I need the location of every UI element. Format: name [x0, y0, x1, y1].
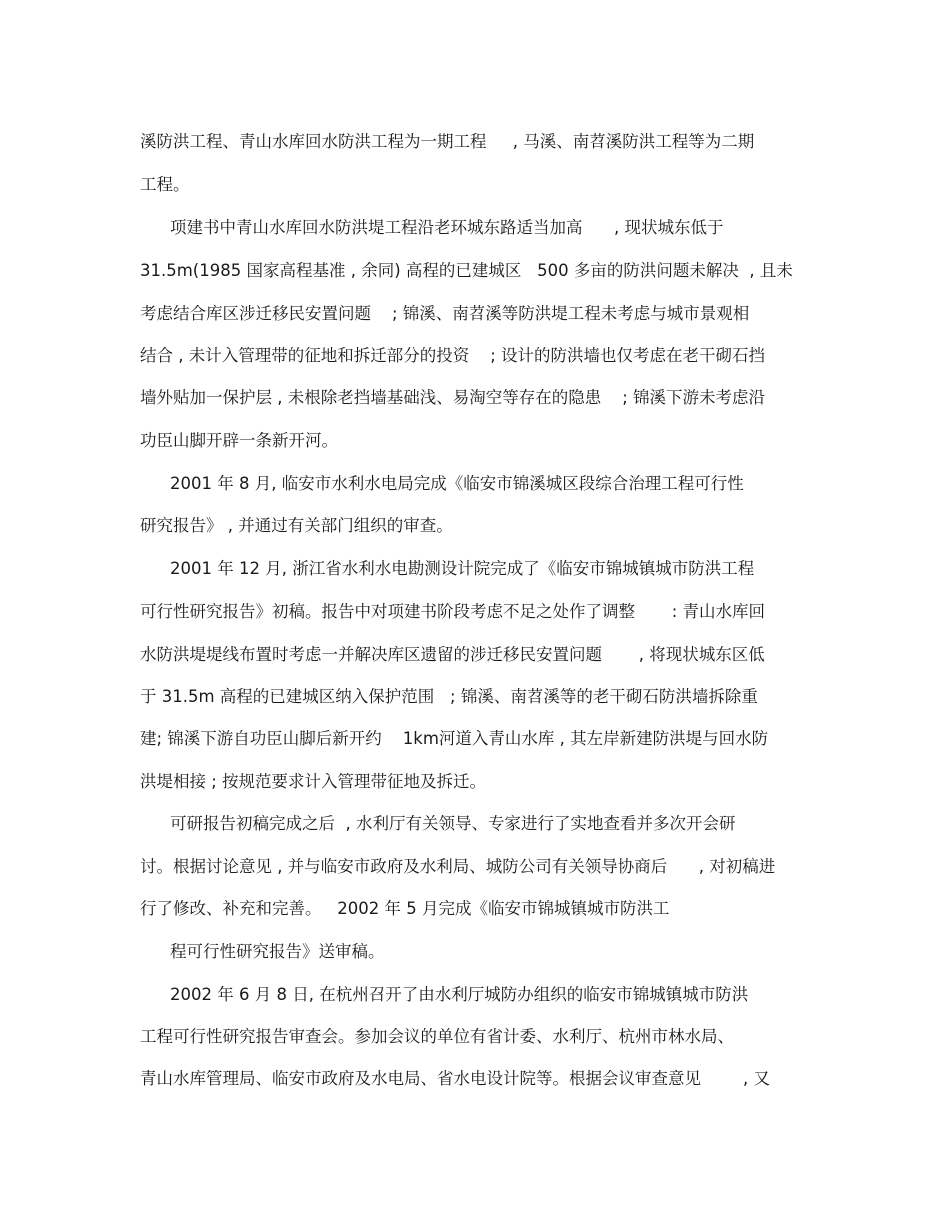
text-line: 可行性研究报告》初稿。报告中对项建书阶段考虑不足之处作了调整 : 青山水库回	[140, 602, 766, 621]
text-line: 水防洪堤堤线布置时考虑一并解决库区遗留的涉迁移民安置问题 , 将现状城东区低	[140, 645, 765, 664]
text-line: 可研报告初稿完成之后 , 水利厅有关领导、专家进行了实地查看并多次开会研	[170, 814, 736, 833]
text-line: 研究报告》 , 并通过有关部门组织的审查。	[140, 516, 453, 535]
text-line: 工程。	[140, 175, 190, 194]
text-line: 建; 锦溪下游自功臣山脚后新开约 1km河道入青山水库 , 其左岸新建防洪堤与回水防	[140, 729, 769, 748]
text-line: 讨。根据讨论意见 , 并与临安市政府及水利局、城防公司有关领导协商后 , 对初稿进	[140, 857, 776, 876]
text-line: 项建书中青山水库回水防洪堤工程沿老环城东路适当加高 , 现状城东低于	[170, 218, 724, 237]
text-line: 工程可行性研究报告审查会。参加会议的单位有省计委、水利厅、杭州市林水局、	[140, 1027, 734, 1046]
text-line: 2001 年 8 月, 临安市水利水电局完成《临安市锦溪城区段综合治理工程可行性	[170, 474, 744, 493]
text-line: 洪堤相接 ; 按规范要求计入管理带征地及拆迁。	[140, 772, 487, 791]
text-line: 2002 年 6 月 8 日, 在杭州召开了由水利厅城防办组织的临安市锦城镇城市防洪	[170, 985, 749, 1004]
text-line: 墙外贴加一保护层 , 未根除老挡墙基础浅、易淘空等存在的隐患 ; 锦溪下游未考虑沿	[140, 388, 766, 407]
text-line: 溪防洪工程、青山水库回水防洪工程为一期工程 , 马溪、南苕溪防洪工程等为二期	[140, 132, 755, 151]
text-line: 于 31.5m 高程的已建城区纳入保护范围 ; 锦溪、南苕溪等的老干砌石防洪墙拆除重	[140, 687, 758, 706]
text-line: 行了修改、补充和完善。 2002 年 5 月完成《临安市锦城镇城市防洪工	[140, 899, 670, 918]
text-line: 考虑结合库区涉迁移民安置问题 ; 锦溪、南苕溪等防洪堤工程未考虑与城市景观相	[140, 304, 750, 323]
text-line: 功臣山脚开辟一条新开河。	[140, 431, 338, 450]
text-line: 青山水库管理局、临安市政府及水电局、省水电设计院等。根据会议审查意见 , 又	[140, 1069, 770, 1088]
text-line: 程可行性研究报告》送审稿。	[170, 942, 385, 961]
text-line: 2001 年 12 月, 浙江省水利水电勘测设计院完成了《临安市锦城镇城市防洪工程	[170, 559, 755, 578]
text-line: 31.5m(1985 国家高程基准 , 余同) 高程的已建城区 500 多亩的防洪问题未解决 , 且未	[140, 261, 793, 280]
text-line: 结合 , 未计入管理带的征地和拆迁部分的投资 ; 设计的防洪墙也仅考虑在老干砌石挡	[140, 346, 766, 365]
